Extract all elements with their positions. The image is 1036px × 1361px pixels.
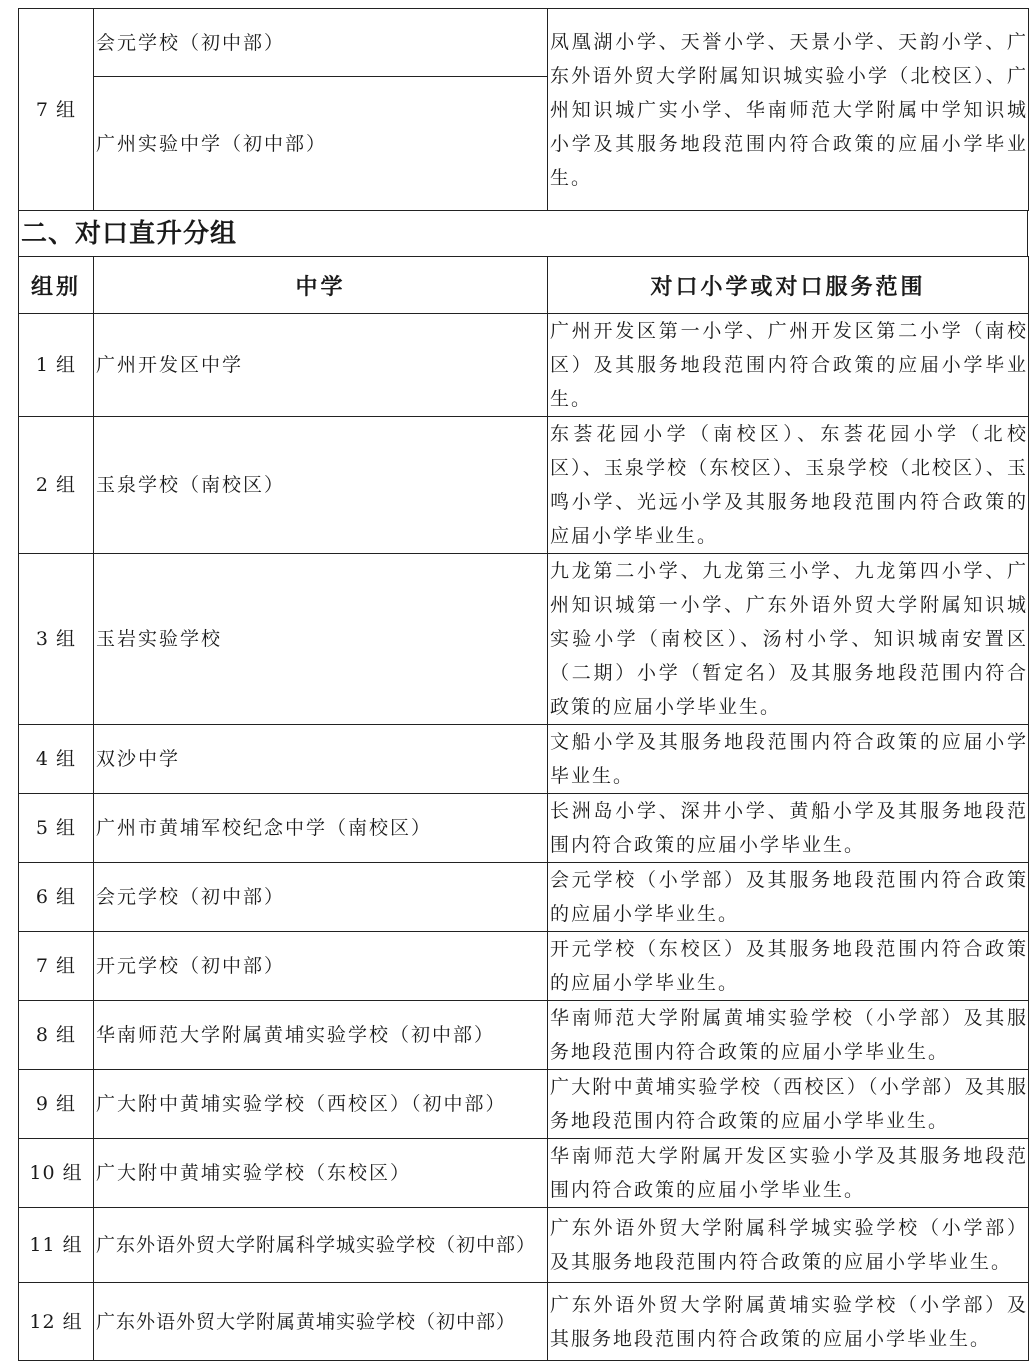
school-cell: 广大附中黄埔实验学校（东校区）: [94, 1139, 548, 1208]
group-cell: 11 组: [19, 1208, 94, 1283]
group-cell: 5 组: [19, 794, 94, 863]
scope-cell: 华南师范大学附属黄埔实验学校（小学部）及其服务地段范围内符合政策的应届小学毕业生。: [548, 1001, 1029, 1070]
table-row: [19, 794, 1029, 863]
top-school-cell: 广州实验中学（初中部）: [94, 77, 548, 211]
table-row: [19, 417, 1029, 554]
table-row: [19, 1070, 1029, 1139]
top-table: [18, 8, 1029, 211]
school-cell: 广东外语外贸大学附属黄埔实验学校（初中部）: [94, 1283, 548, 1361]
scope-cell: 会元学校（小学部）及其服务地段范围内符合政策的应届小学毕业生。: [548, 863, 1029, 932]
table-row: [19, 1283, 1029, 1361]
group-cell: 8 组: [19, 1001, 94, 1070]
table-row: [19, 1001, 1029, 1070]
top-scope-cell: 凤凰湖小学、天誉小学、天景小学、天韵小学、广东外语外贸大学附属知识城实验小学（北校区）、广州知识城广实小学、华南师范大学附属中学知识城小学及其服务地段范围内符合政策的应届小学毕业生。: [548, 9, 1029, 211]
school-cell: 广大附中黄埔实验学校（西校区）（初中部）: [94, 1070, 548, 1139]
school-cell: 双沙中学: [94, 725, 548, 794]
header-school: 中学: [94, 257, 548, 314]
school-cell: 广州开发区中学: [94, 314, 548, 417]
scope-cell: 华南师范大学附属开发区实验小学及其服务地段范围内符合政策的应届小学毕业生。: [548, 1139, 1029, 1208]
top-school-cell: 会元学校（初中部）: [94, 9, 548, 77]
table-row: [19, 863, 1029, 932]
school-cell: 广州市黄埔军校纪念中学（南校区）: [94, 794, 548, 863]
header-scope: 对口小学或对口服务范围: [548, 257, 1029, 314]
table-row: [19, 725, 1029, 794]
school-cell: 会元学校（初中部）: [94, 863, 548, 932]
table-row: [19, 1139, 1029, 1208]
main-table: [18, 256, 1029, 1361]
group-cell: 6 组: [19, 863, 94, 932]
table-row: [19, 554, 1029, 725]
school-cell: 华南师范大学附属黄埔实验学校（初中部）: [94, 1001, 548, 1070]
group-cell: 4 组: [19, 725, 94, 794]
group-cell: 3 组: [19, 554, 94, 725]
school-cell: 广东外语外贸大学附属科学城实验学校（初中部）: [94, 1208, 548, 1283]
table-row: [19, 314, 1029, 417]
group-cell: 10 组: [19, 1139, 94, 1208]
scope-cell: 长洲岛小学、深井小学、黄船小学及其服务地段范围内符合政策的应届小学毕业生。: [548, 794, 1029, 863]
school-cell: 玉泉学校（南校区）: [94, 417, 548, 554]
scope-cell: 广东外语外贸大学附属黄埔实验学校（小学部）及其服务地段范围内符合政策的应届小学毕业生。: [548, 1283, 1029, 1361]
group-cell: 7 组: [19, 932, 94, 1001]
scope-cell: 东荟花园小学（南校区）、东荟花园小学（北校区）、玉泉学校（东校区）、玉泉学校（北校区）、玉鸣小学、光远小学及其服务地段范围内符合政策的应届小学毕业生。: [548, 417, 1029, 554]
scope-cell: 九龙第二小学、九龙第三小学、九龙第四小学、广州知识城第一小学、广东外语外贸大学附属知识城实验小学（南校区）、汤村小学、知识城南安置区（二期）小学（暂定名）及其服务地段范围内符合政策的应届小学毕业生。: [548, 554, 1029, 725]
scope-cell: 广州开发区第一小学、广州开发区第二小学（南校区）及其服务地段范围内符合政策的应届小学毕业生。: [548, 314, 1029, 417]
header-group: 组别: [19, 257, 94, 314]
scope-cell: 开元学校（东校区）及其服务地段范围内符合政策的应届小学毕业生。: [548, 932, 1029, 1001]
scope-cell: 广东外语外贸大学附属科学城实验学校（小学部）及其服务地段范围内符合政策的应届小学毕业生。: [548, 1208, 1029, 1283]
group-cell: 12 组: [19, 1283, 94, 1361]
table-row: [19, 1208, 1029, 1283]
scope-cell: 广大附中黄埔实验学校（西校区）（小学部）及其服务地段范围内符合政策的应届小学毕业生。: [548, 1070, 1029, 1139]
group-cell: 1 组: [19, 314, 94, 417]
group-cell: 2 组: [19, 417, 94, 554]
group-cell: 9 组: [19, 1070, 94, 1139]
top-group-cell: 7 组: [19, 9, 94, 211]
scope-cell: 文船小学及其服务地段范围内符合政策的应届小学毕业生。: [548, 725, 1029, 794]
section-title: 二、对口直升分组: [18, 210, 1028, 256]
table-row: [19, 932, 1029, 1001]
school-cell: 玉岩实验学校: [94, 554, 548, 725]
school-cell: 开元学校（初中部）: [94, 932, 548, 1001]
